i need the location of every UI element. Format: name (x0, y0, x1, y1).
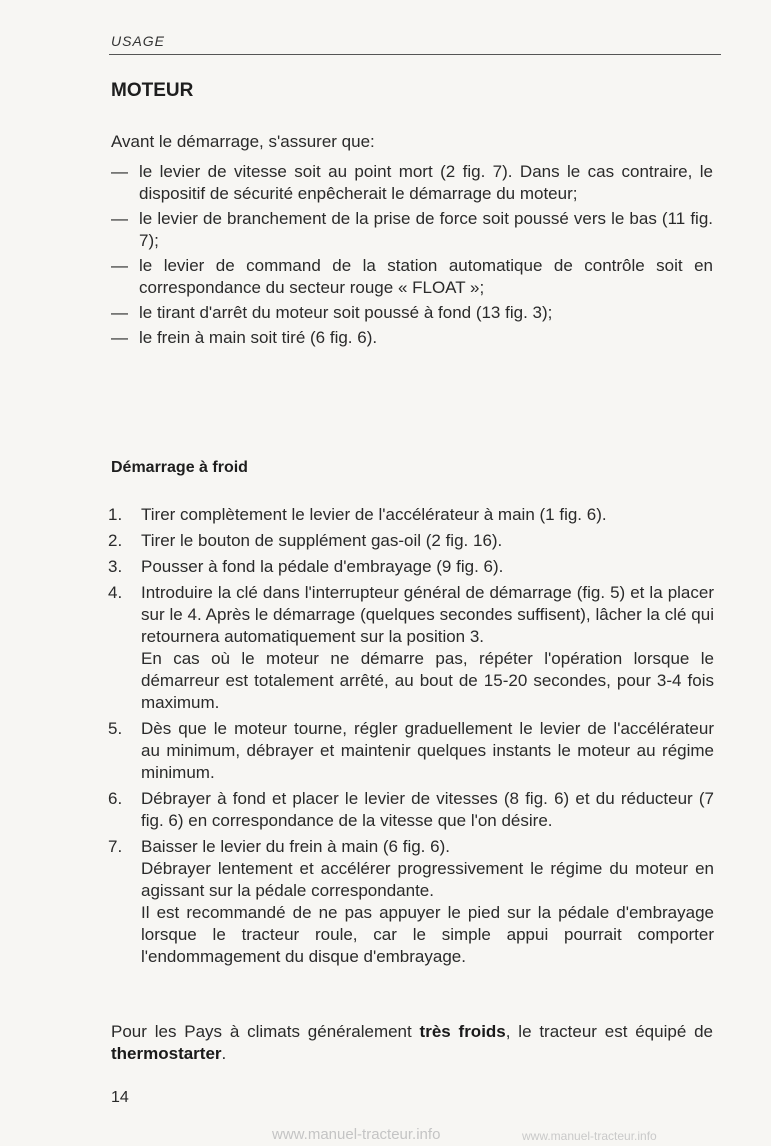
step-text: Tirer complètement le levier de l'accélérateur à main (1 fig. 6). (141, 505, 607, 524)
checklist-item-text: le tirant d'arrêt du moteur soit poussé à fond (13 fig. 3); (139, 303, 553, 322)
step-text: Débrayer lentement et accélérer progressivement le régime du moteur en agissant sur la pédale correspondante. (141, 859, 714, 900)
section-subtitle: Démarrage à froid (111, 459, 248, 476)
dash-bullet: — (111, 209, 128, 228)
step-text: Débrayer à fond et placer le levier de vitesses (8 fig. 6) et du réducteur (7 fig. 6) en correspondance de la vitesse que l'on désire. (141, 789, 714, 830)
dash-bullet: — (111, 303, 128, 322)
checklist (111, 161, 713, 352)
step-number: 6. (108, 789, 123, 808)
steps-list (108, 504, 714, 972)
step-text: Il est recommandé de ne pas appuyer le pied sur la pédale d'embrayage lorsque le tracteur roule, car le simple appui pourrait comporter l'endommagement du disque d'embrayage. (141, 903, 714, 966)
intro-text: Avant le démarrage, s'assurer que: (111, 132, 375, 151)
checklist-item (111, 302, 713, 324)
checklist-item (111, 327, 713, 349)
step-item (108, 836, 714, 968)
step-number: 3. (108, 557, 123, 576)
dash-bullet: — (111, 256, 128, 275)
closing-emphasis: très froids (419, 1022, 506, 1041)
step-item (108, 504, 714, 526)
section-header: USAGE (111, 33, 166, 49)
closing-text: Pour les Pays à climats généralement (111, 1022, 420, 1041)
dash-bullet: — (111, 162, 128, 181)
step-text: En cas où le moteur ne démarre pas, répéter l'opération lorsque le démarreur est totalement arrêté, au bout de 15-20 secondes, pour 3-4 fois maximum. (141, 649, 714, 712)
checklist-item-text: le levier de vitesse soit au point mort (2 fig. 7). Dans le cas contraire, le dispositif de sécurité enpêcherait le démarrage du moteur; (139, 162, 713, 203)
step-text: Pousser à fond la pédale d'embrayage (9 fig. 6). (141, 557, 504, 576)
step-text: Tirer le bouton de supplément gas-oil (2 fig. 16). (141, 531, 503, 550)
step-text: Baisser le levier du frein à main (6 fig. 6). (141, 837, 450, 856)
step-text: Introduire la clé dans l'interrupteur général de démarrage (fig. 5) et la placer sur le 4. Après le démarrage (quelques secondes suffisent), lâcher la clé qui retournera automatiquement sur la position 3. (141, 583, 714, 646)
checklist-item-text: le levier de branchement de la prise de force soit poussé vers le bas (11 fig. 7); (139, 209, 713, 250)
step-item (108, 788, 714, 832)
dash-bullet: — (111, 328, 128, 347)
step-number: 7. (108, 837, 123, 856)
watermark-large: www.manuel-tracteur.info (272, 1126, 441, 1143)
closing-paragraph (111, 1021, 713, 1065)
checklist-item (111, 255, 713, 299)
page-title: MOTEUR (111, 80, 194, 101)
closing-text: . (221, 1044, 227, 1063)
step-item (108, 530, 714, 552)
checklist-item (111, 208, 713, 252)
closing-text: , le tracteur est équipé de (505, 1022, 713, 1041)
step-text: Dès que le moteur tourne, régler graduellement le levier de l'accélérateur au minimum, débrayer et maintenir quelques instants le moteur au régime minimum. (141, 719, 714, 782)
page-number: 14 (111, 1089, 129, 1106)
header-rule (109, 54, 721, 55)
step-item (108, 718, 714, 784)
checklist-item-text: le frein à main soit tiré (6 fig. 6). (139, 328, 378, 347)
checklist-item-text: le levier de command de la station automatique de contrôle soit en correspondance du secteur rouge « FLOAT »; (139, 256, 713, 297)
closing-emphasis: thermostarter (111, 1044, 222, 1063)
step-item (108, 582, 714, 714)
watermark-small: www.manuel-tracteur.info (522, 1129, 657, 1143)
step-number: 2. (108, 531, 123, 550)
step-item (108, 556, 714, 578)
step-number: 5. (108, 719, 123, 738)
step-number: 4. (108, 583, 123, 602)
step-number: 1. (108, 505, 123, 524)
checklist-item (111, 161, 713, 205)
